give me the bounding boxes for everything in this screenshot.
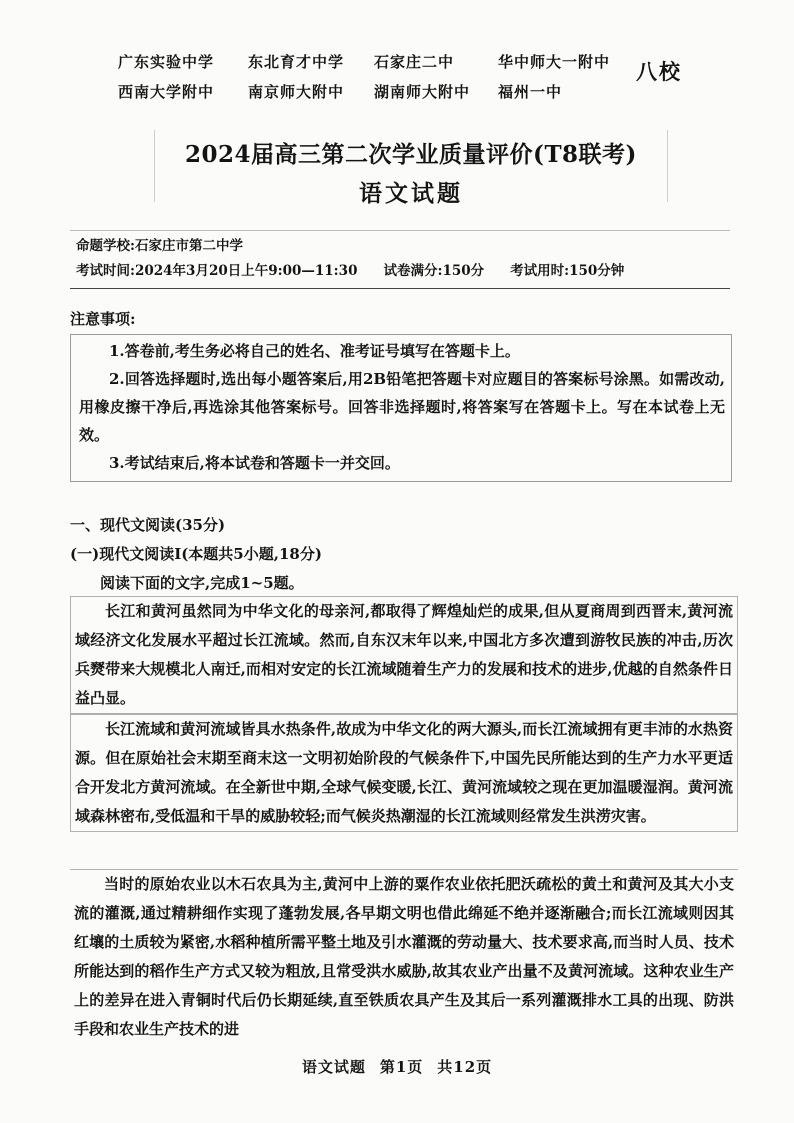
exam-duration: 考试用时:150分钟	[510, 263, 625, 279]
full-score: 试卷满分:150分	[383, 263, 485, 279]
notice-heading: 注意事项:	[70, 310, 136, 328]
school-list	[118, 46, 638, 106]
footer-page-number: 第1页	[379, 1058, 424, 1076]
school-name: 福州一中	[498, 82, 563, 101]
school-row-1	[118, 46, 638, 76]
footer-page-total: 共12页	[437, 1058, 493, 1076]
subsection-heading: (一)现代文阅读Ⅰ(本题共5小题,18分)	[70, 545, 322, 563]
school-row-2	[118, 76, 638, 106]
notice-box	[70, 334, 732, 482]
notice-item: 3.考试结束后,将本试卷和答题卡一并交回。	[109, 454, 400, 472]
exam-schedule-line	[76, 259, 724, 284]
passage-paragraph: 长江和黄河虽然同为中华文化的母亲河,都取得了辉煌灿烂的成果,但从夏商周到西晋末,黄河流域经济文化发展水平超过长江流域。然而,自东汉末年以来,中国北方多次遭到游牧民族的冲击,历次兵燹带来大规模北人南迁,而相对安定的长江流域随着生产力的发展和技术的进步,优越的自然条件日益凸显。	[70, 596, 738, 714]
eight-schools-badge: 八校	[636, 59, 682, 84]
proposing-school: 命题学校:石家庄市第二中学	[76, 238, 243, 254]
notice-item: 2.回答选择题时,选出每小题答案后,用2B铅笔把答题卡对应题目的答案标号涂黑。如需改动,用橡皮擦干净后,再选涂其他答案标号。回答非选择题时,将答案写在答题卡上。写在本试卷上无效。	[79, 370, 725, 444]
exam-subject: 语文试题	[359, 180, 463, 207]
footer-subject: 语文试题	[301, 1058, 366, 1076]
school-name: 西南大学附中	[118, 82, 215, 101]
passage-paragraph: 当时的原始农业以木石农具为主,黄河中上游的粟作农业依托肥沃疏松的黄土和黄河及其大小支流的灌溉,通过精耕细作实现了蓬勃发展,各早期文明也借此绵延不绝并逐渐融合;而长江流域则因其红壤的土质较为紧密,水稻种植所需平整土地及引水灌溉的劳动量大、技术要求高,而当时人员、技术所能达到的稻作生产方式又较为粗放,且常受洪水威胁,故其农业产出量不及黄河流域。这种农业生产上的差异在进入青铜时代后仍长期延续,直至铁质农具产生及其后一系列灌溉排水工具的出现、防洪手段和农业生产技术的进	[70, 869, 738, 1044]
exam-title: 2024届高三第二次学业质量评价(T8联考)	[185, 141, 637, 168]
exam-time: 考试时间:2024年3月20日上午9:00—11:30	[76, 263, 358, 279]
school-name: 东北育才中学	[248, 52, 345, 71]
school-name: 华中师大一附中	[498, 52, 611, 71]
exam-info	[70, 230, 730, 289]
notice-item: 1.答卷前,考生务必将自己的姓名、准考证号填写在答题卡上。	[109, 342, 520, 360]
passage-paragraph: 长江流域和黄河流域皆具水热条件,故成为中华文化的两大源头,而长江流域拥有更丰沛的水热资源。但在原始社会末期至商末这一文明初始阶段的气候条件下,中国先民所能达到的生产力水平更适合开发北方黄河流域。在全新世中期,全球气候变暖,长江、黄河流域较之现在更加温暖湿润。黄河流域森林密布,受低温和干旱的威胁较轻;而气候炎热潮湿的长江流域则经常发生洪涝灾害。	[70, 714, 738, 832]
school-name: 广东实验中学	[118, 52, 215, 71]
exam-title-block	[154, 130, 668, 207]
school-name: 南京师大附中	[248, 82, 345, 101]
section-heading: 一、现代文阅读(35分)	[70, 516, 226, 534]
notice-section	[70, 304, 732, 482]
school-name: 湖南师大附中	[374, 82, 471, 101]
page-footer	[0, 1056, 794, 1077]
reading-instruction: 阅读下面的文字,完成1~5题。	[100, 574, 304, 592]
school-name: 石家庄二中	[374, 52, 455, 71]
